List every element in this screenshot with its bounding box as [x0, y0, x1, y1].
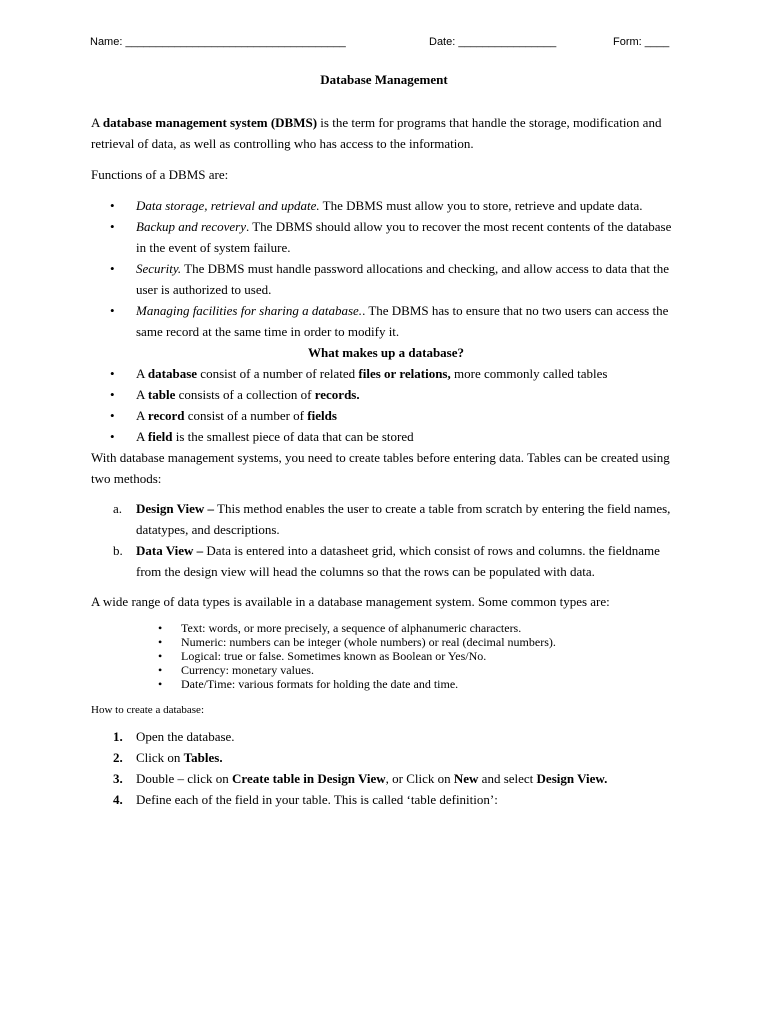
methods-intro-paragraph: With database management systems, you need to create tables before entering data. Tables can be created using two methods:	[91, 450, 670, 486]
list-item: • Date/Time: various formats for holding the date and time.	[91, 677, 681, 691]
list-item: 2. Click on Tables.	[91, 747, 681, 768]
section-subheading: What makes up a database?	[307, 345, 465, 360]
list-item: 1. Open the database.	[91, 726, 681, 747]
list-item: 4. Define each of the field in your table. This is called ‘table definition’:	[91, 789, 681, 810]
steps-list	[91, 726, 681, 810]
form-field: Form: ____	[613, 36, 670, 48]
list-marker: 1.	[113, 729, 123, 744]
howto-heading: How to create a database:	[91, 704, 204, 716]
date-field: Date: ________________	[429, 36, 557, 48]
list-item: • Currency: monetary values.	[91, 663, 681, 677]
data-types-list	[91, 621, 681, 691]
list-item: • Managing facilities for sharing a database.. The DBMS has to ensure that no two users can access the same record at the same time in order to modify it.	[91, 300, 681, 342]
list-item: • Security. The DBMS must handle password allocations and checking, and allow access to data that the user is authorized to used.	[91, 258, 681, 300]
list-item: • Data storage, retrieval and update. The DBMS must allow you to store, retrieve and update data.	[91, 195, 681, 216]
intro-paragraph: A database management system (DBMS) is the term for programs that handle the storage, modification and retrieval of data, as well as controlling who has access to the information.	[91, 115, 662, 151]
methods-list	[91, 498, 681, 582]
list-item: • Logical: true or false. Sometimes known as Boolean or Yes/No.	[91, 649, 681, 663]
list-item: • A field is the smallest piece of data that can be stored	[91, 426, 681, 447]
list-marker: 4.	[113, 792, 123, 807]
list-marker: 3.	[113, 771, 123, 786]
list-marker: b.	[113, 543, 123, 558]
list-item: • Backup and recovery. The DBMS should allow you to recover the most recent contents of the database in the event of system failure.	[91, 216, 681, 258]
list-marker: a.	[113, 501, 123, 516]
list-item: 3. Double – click on Create table in Design View, or Click on New and select Design View.	[91, 768, 681, 789]
list-item: • A table consists of a collection of records.	[91, 384, 681, 405]
list-item: • Numeric: numbers can be integer (whole numbers) or real (decimal numbers).	[91, 635, 681, 649]
header-fields	[90, 36, 690, 52]
page-title: Database Management	[320, 72, 448, 87]
list-item: b. Data View – Data is entered into a datasheet grid, which consist of rows and columns. the fieldname from the design view will head the columns so that the rows can be populated with data.	[91, 540, 681, 582]
list-item: a. Design View – This method enables the user to create a table from scratch by entering the field names, datatypes, and descriptions.	[91, 498, 681, 540]
database-parts-list	[91, 363, 681, 447]
list-marker: 2.	[113, 750, 123, 765]
list-item: • A record consist of a number of fields	[91, 405, 681, 426]
list-item: • A database consist of a number of related files or relations, more commonly called tables	[91, 363, 681, 384]
functions-list	[91, 195, 681, 342]
document-body	[91, 112, 681, 810]
list-item: • Text: words, or more precisely, a sequence of alphanumeric characters.	[91, 621, 681, 635]
functions-heading: Functions of a DBMS are:	[91, 167, 229, 182]
name-field: Name: ____________________________________	[90, 36, 346, 48]
data-types-intro-paragraph: A wide range of data types is available in a database management system. Some common types are:	[91, 594, 610, 609]
